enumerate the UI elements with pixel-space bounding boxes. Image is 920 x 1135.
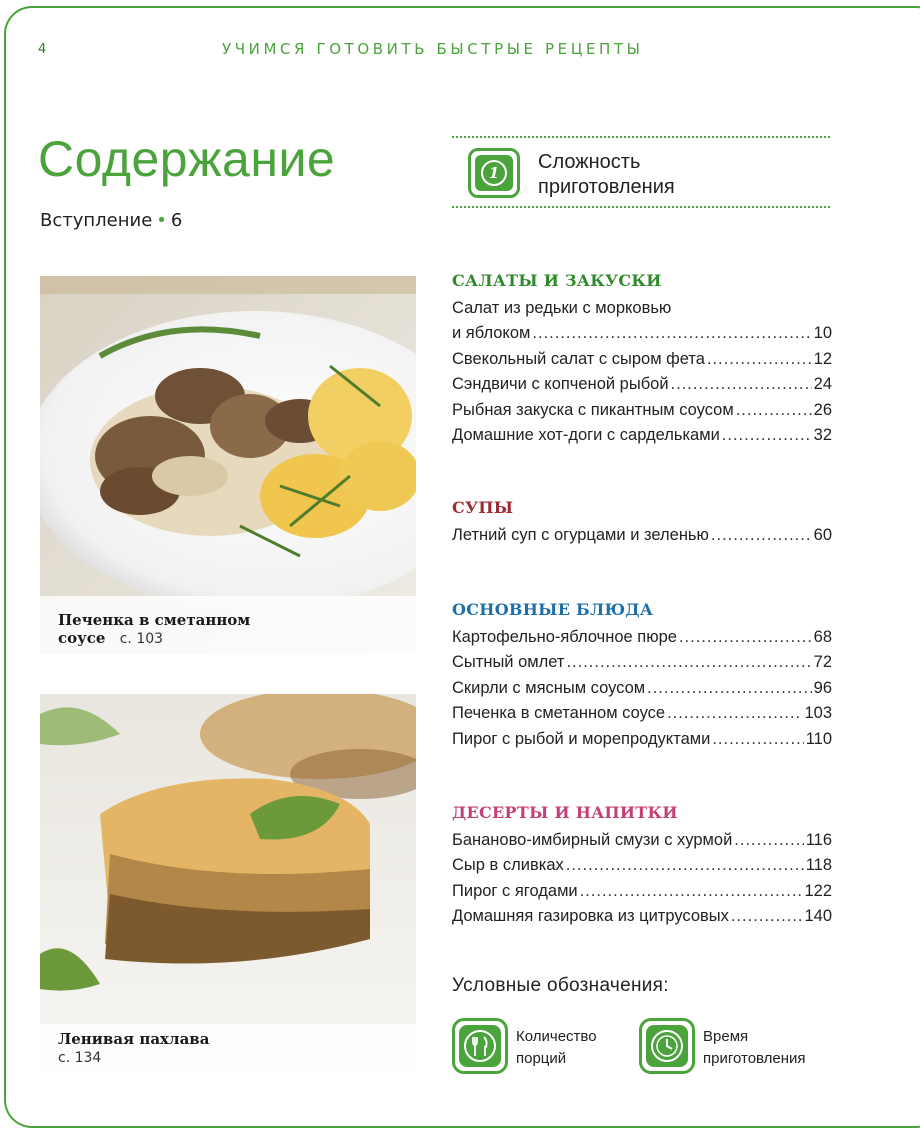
toc-entry[interactable]: [452, 296, 832, 321]
section-desserts-drinks: [452, 802, 832, 930]
leader-dots: [667, 701, 802, 726]
toc-entry-title: Рыбная закуска с пикантным соусом: [452, 400, 734, 419]
section-main-dishes: [452, 599, 832, 752]
toc-entry[interactable]: [452, 625, 832, 650]
toc-entry-title: Сэндвичи с копченой рыбой: [452, 375, 669, 394]
intro-line: [40, 210, 182, 231]
toc-entry-page: 110: [805, 729, 832, 748]
caption-page: с. 103: [119, 631, 164, 647]
section-salads: [452, 270, 832, 448]
toc-entry-title: Печенка в сметанном соусе: [452, 704, 666, 723]
toc-entry-page: 60: [813, 526, 832, 544]
toc-entry-title: Летний суп с огурцами и зеленью: [452, 526, 709, 544]
leader-dots: [679, 625, 812, 650]
toc-entry-page: 24: [813, 375, 832, 394]
toc-entry-page: 12: [813, 349, 832, 368]
toc-entry-title: Сыр в сливках: [452, 856, 564, 875]
baklava-image: [40, 694, 416, 1072]
page-title: Содержание: [38, 131, 336, 187]
caption-page: с. 134: [58, 1050, 102, 1066]
leader-dots: [736, 398, 812, 423]
section-soups: [452, 497, 832, 548]
clock-icon: [639, 1018, 695, 1074]
toc-entry[interactable]: [452, 523, 832, 548]
leader-dots: [566, 650, 811, 675]
leader-dots: [532, 321, 811, 346]
difficulty-legend-box: [452, 136, 830, 208]
toc-entry[interactable]: [452, 347, 832, 372]
toc-entry-title: Картофельно-яблочное пюре: [452, 628, 677, 646]
legend-label-line2: порций: [516, 1050, 567, 1067]
toc-entry-title: Сытный омлет: [452, 653, 565, 672]
toc-entry[interactable]: [452, 904, 832, 929]
toc-entry[interactable]: [452, 727, 832, 752]
leader-dots: [580, 879, 803, 904]
intro-label: Вступление: [40, 210, 153, 231]
toc-entry-page: 140: [804, 907, 832, 926]
toc-entry[interactable]: [452, 398, 832, 423]
difficulty-label-line2: приготовления: [538, 176, 675, 198]
toc-entry-page: 122: [804, 881, 832, 900]
leader-dots: [566, 853, 804, 878]
leader-dots: [711, 523, 812, 548]
difficulty-number: 1: [481, 160, 507, 186]
liver-dish-image: [40, 276, 416, 654]
toc-entry[interactable]: [452, 879, 832, 904]
caption-dish-name: Ленивая пахлава: [58, 1030, 210, 1048]
toc-entry[interactable]: [452, 372, 832, 397]
section-title: ДЕСЕРТЫ И НАПИТКИ: [452, 803, 678, 822]
legend-label-line2: приготовления: [703, 1050, 806, 1067]
toc-entry-page: 116: [805, 831, 832, 849]
difficulty-label-line1: Сложность: [538, 151, 641, 173]
toc-entry-page: 72: [813, 653, 832, 672]
toc-entry-title: Салат из редьки с морковью: [452, 299, 672, 317]
photo-baklava: [40, 694, 416, 1072]
photo-caption-liver: [58, 611, 250, 648]
leader-dots: [731, 904, 803, 929]
toc-entry-title: Скирли с мясным соусом: [452, 678, 646, 697]
caption-dish-name-2: соусе: [58, 629, 106, 647]
intro-page: 6: [170, 210, 183, 231]
toc-entry-page: 118: [805, 856, 832, 875]
photo-caption-baklava: [58, 1030, 209, 1067]
toc-entry-page: 10: [813, 324, 832, 343]
bullet-dot: •: [156, 210, 167, 231]
legend-cooking-time: [639, 1018, 839, 1074]
toc-entry[interactable]: [452, 701, 832, 726]
section-title: СУПЫ: [452, 498, 514, 517]
section-title: ОСНОВНЫЕ БЛЮДА: [452, 600, 654, 619]
leader-dots: [671, 372, 812, 397]
toc-entry-page: 96: [813, 678, 832, 697]
running-head: УЧИМСЯ ГОТОВИТЬ БЫСТРЫЕ РЕЦЕПТЫ: [222, 40, 644, 58]
toc-entry[interactable]: [452, 676, 832, 701]
toc-entry-page: 26: [813, 400, 832, 419]
difficulty-badge-icon: [468, 148, 520, 198]
toc-entry[interactable]: [452, 853, 832, 878]
legend-servings: [452, 1018, 632, 1074]
toc-entry-page: 32: [813, 426, 832, 445]
photo-liver-dish: [40, 276, 416, 654]
toc-entry-title: Бананово-имбирный смузи с хурмой: [452, 831, 733, 849]
leader-dots: [712, 727, 803, 752]
page-number: 4: [38, 42, 47, 57]
toc-entry-page: 103: [804, 704, 832, 723]
toc-entry-title: Свекольный салат с сыром фета: [452, 349, 705, 368]
section-title: САЛАТЫ И ЗАКУСКИ: [452, 271, 662, 290]
difficulty-label: [538, 150, 675, 200]
legend-label: [516, 1026, 597, 1070]
leader-dots: [707, 347, 812, 372]
fork-knife-icon: [452, 1018, 508, 1074]
toc-entry-title: Пирог с ягодами: [452, 881, 578, 900]
toc-entry-page: 68: [813, 628, 832, 646]
toc-entry-title: Домашние хот-доги с сардельками: [452, 426, 720, 445]
legend-label-line1: Время: [703, 1028, 749, 1045]
toc-entry[interactable]: [452, 828, 832, 853]
toc-entry-title: Домашняя газировка из цитрусовых: [452, 907, 729, 926]
leader-dots: [734, 828, 803, 853]
toc-entry-title: Пирог с рыбой и морепродуктами: [452, 729, 711, 748]
caption-dish-name: Печенка в сметанном: [58, 611, 251, 629]
legend-label-line1: Количество: [516, 1028, 597, 1045]
leader-dots: [722, 423, 812, 448]
leader-dots: [647, 676, 812, 701]
toc-entry[interactable]: [452, 321, 832, 346]
toc-entry-title: и яблоком: [452, 324, 531, 343]
legend-title: Условные обозначения:: [452, 975, 669, 996]
toc-entry[interactable]: [452, 423, 832, 448]
legend-label: [703, 1026, 806, 1070]
toc-entry[interactable]: [452, 650, 832, 675]
